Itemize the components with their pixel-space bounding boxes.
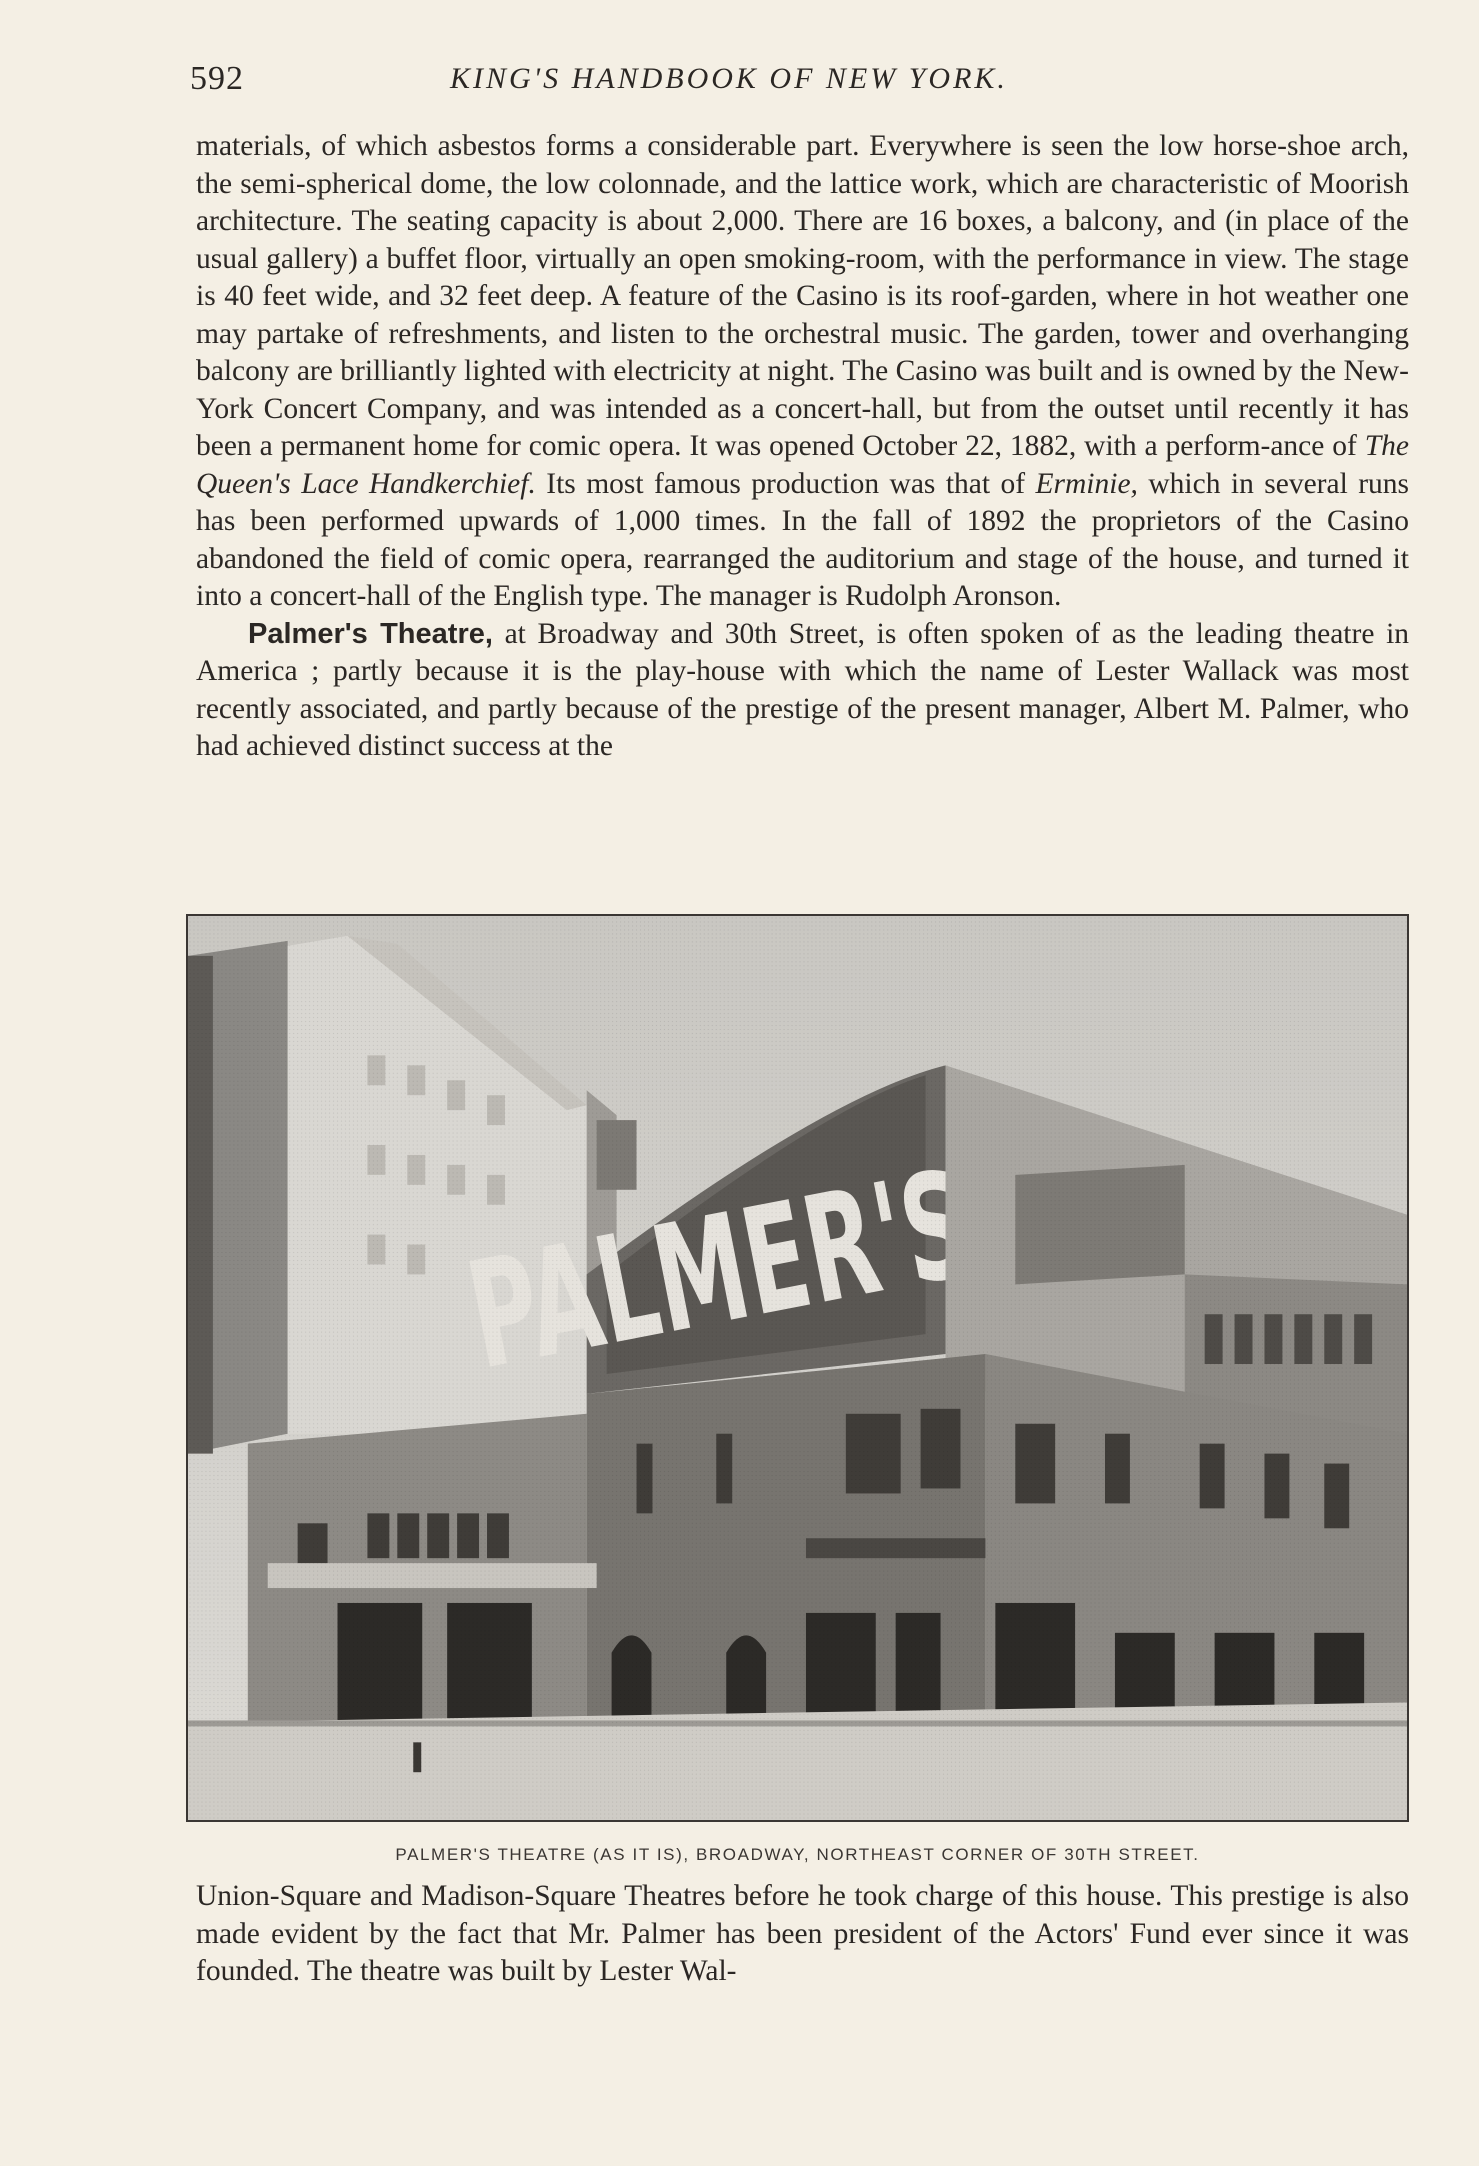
text-block-lower bbox=[196, 1878, 1409, 1991]
running-head: KING'S HANDBOOK OF NEW YORK. bbox=[450, 62, 1008, 95]
page-header bbox=[190, 60, 1160, 104]
paragraph-palmers-text: at Broadway and 30th Street, is often spoken of as the leading theatre in America ; partly because it is the play-house with which the name of Lester Wallack was most recently associated, and partly because of the prestige of the present manager, Albert M. Palmer, who had achieved distinct success at the bbox=[196, 617, 1410, 762]
page-number: 592 bbox=[190, 60, 244, 97]
paragraph-casino-text-2: Its most famous production was that of bbox=[546, 467, 1026, 500]
paragraph-casino-text-1: materials, of which asbestos forms a considerable part. Everywhere is seen the low horse-shoe arch, the semi-spherical dome, the low colonnade, and the lattice work, which are characteristic of Moorish architecture. The seating capacity is about 2,000. There are 16 boxes, a balcony, and (in place of the usual gallery) a buffet floor, virtually an open smoking-room, with the performance in view. The stage is 40 feet wide, and 32 feet deep. A feature of the Casino is its roof-garden, where in hot weather one may partake of refreshments, and listen to the orchestral music. The garden, tower and overhanging balcony are brilliantly lighted with electricity at night. The Casino was built and is owned by the New-York Concert Company, and was intended as a concert-hall, but from the outset until recently it has been a permanent home for comic opera. It was opened October 22, 1882, with a perform-ance of bbox=[196, 130, 1409, 462]
palmers-theatre-photograph bbox=[186, 914, 1409, 1822]
italic-title-queens-lace: The Queen's Lace Handkerchief. bbox=[196, 430, 1409, 500]
section-title-palmers-theatre: Palmer's Theatre, bbox=[248, 617, 493, 650]
figure-caption: PALMER'S THEATRE (AS IT IS), BROADWAY, NORTHEAST CORNER OF 30TH STREET. bbox=[395, 1845, 1200, 1864]
paragraph-casino bbox=[196, 128, 1409, 616]
paragraph-casino-text-3: which in several runs has been performed upwards of 1,000 times. In the fall of 1892 the proprietors of the Casino abandoned the field of comic opera, rearranged the auditorium and stage of the house, and turned it into a concert-hall of the English type. The manager is Rudolph Aronson. bbox=[196, 467, 1410, 612]
italic-title-erminie: Erminie, bbox=[1035, 467, 1138, 500]
text-block-upper bbox=[196, 128, 1409, 766]
paragraph-palmer-continued: Union-Square and Madison-Square Theatres before he took charge of this house. This prestige is also made evident by the fact that Mr. Palmer has been president of the Actors' Fund ever since it was founded. The theatre was built by Lester Wal- bbox=[196, 1880, 1409, 1987]
photograph-illustration bbox=[188, 916, 1407, 1820]
paragraph-palmers bbox=[196, 616, 1409, 766]
